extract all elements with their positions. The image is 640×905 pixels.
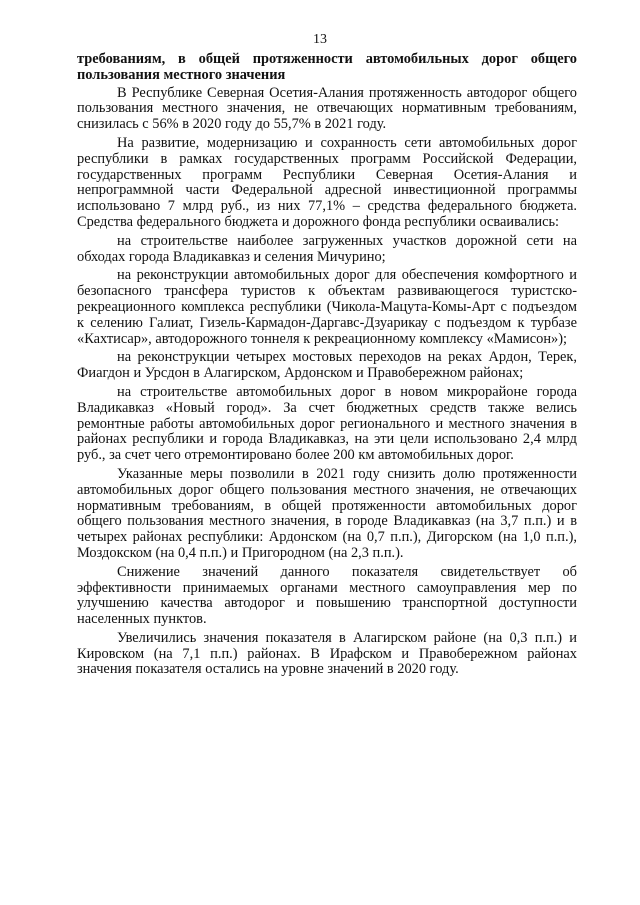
page-number: 13 (313, 32, 327, 47)
paragraph-results: Указанные меры позволили в 2021 году снизить долю протяженности автомобильных дорог общего пользования местного значения, не отвечающих нормативным требованиям, в общей протяженности автомобильных дорог общего пользования местного значения, в городе Владикавказ (на 3,7 п.п.) и в четырех районах республики: Ардонском (на 0,7 п.п.), Дигорском (на 1,0 п.п.), Моздокском (на 0,4 п.п.) и Пригородном (на 2,3 п.п.). (77, 465, 577, 561)
paragraph-new-district: на строительстве автомобильных дорог в новом микрорайоне города Владикавказ «Новый город». За счет бюджетных средств также велись ремонтные работы автомобильных дорог регионального и местного значения в районах республики и города Владикавказ, на эти цели использовано 2,4 млрд руб., за счет чего отремонтировано более 200 км автомобильных дорог. (77, 383, 577, 464)
paragraph-bridges: на реконструкции четырех мостовых переходов на реках Ардон, Терек, Фиагдон и Урсдон в Алагирском, Ардонском и Правобережном районах; (77, 349, 577, 382)
document-body (77, 52, 577, 681)
paragraph-bypass-construction: на строительстве наиболее загруженных участков дорожной сети на обходах города Владикавказ и селения Мичурино; (77, 232, 577, 265)
paragraph-road-share: В Республике Северная Осетия-Алания протяженность автодорог общего пользования местного значения, не отвечающих нормативным требованиям, снизилась с 56% в 2020 году до 55,7% в 2021 году. (77, 84, 577, 133)
paragraph-increase: Увеличились значения показателя в Алагирском районе (на 0,3 п.п.) и Кировском (на 7,1 п.п.) районах. В Ирафском и Правобережном районах значения показателя остались на уровне значений в 2020 году. (77, 629, 577, 678)
paragraph-efficiency: Снижение значений данного показателя свидетельствует об эффективности принимаемых органами местного самоуправления мер по улучшению качества автодорог и повышению транспортной доступности населенных пунктов. (77, 563, 577, 628)
paragraph-tourism-roads: на реконструкции автомобильных дорог для обеспечения комфортного и безопасного трансфера туристов к объектам развивающегося туристско-рекреационного комплекса республики (Чикола-Мацута-Комы-Арт с подъездом к селению Галиат, Гизель-Кармадон-Даргавс-Дзуарикау с подъездом к турбазе «Кахтисар», автодорожного тоннеля к рекреационному комплексу «Мамисон»); (77, 267, 577, 347)
paragraph-funding: На развитие, модернизацию и сохранность сети автомобильных дорог республики в рамках государственных программ Российской Федерации, государственных программ Республики Северная Осетия-Алания и непрограммной части Федеральной адресной инвестиционной программы использовано 7 млрд руб., из них 77,1% – средства федерального бюджета. Средства федерального бюджета и дорожного фонда республики осваивались: (77, 134, 577, 230)
section-heading: требованиям, в общей протяженности автомобильных дорог общего пользования местного значения (77, 51, 577, 83)
